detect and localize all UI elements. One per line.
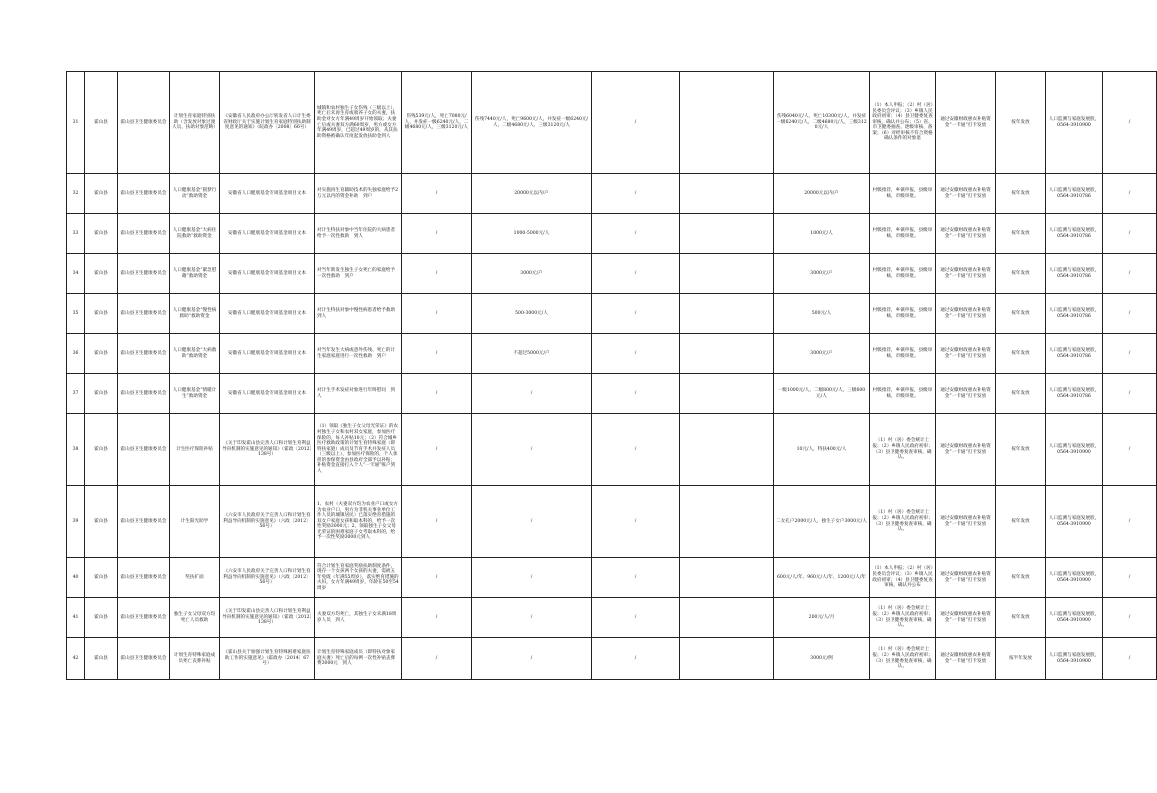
cell-department: 霍山县卫生健康委员会 bbox=[118, 72, 170, 174]
cell-seq: 32 bbox=[67, 174, 85, 214]
cell-department: 霍山县卫生健康委员会 bbox=[118, 214, 170, 254]
cell-contact: 人口监测与家庭发展股，0564-3910786 bbox=[1046, 374, 1103, 414]
table-row bbox=[67, 558, 1157, 598]
cell-payment-method: 通过安徽财政惠农补贴资金“一卡通”打卡发放 bbox=[936, 174, 996, 214]
cell-amount-e: 200元/人/月 bbox=[774, 598, 870, 638]
cell-policy-basis: 安徽省人口健康基金专项基金项目文本 bbox=[220, 294, 315, 334]
cell-amount-c: / bbox=[592, 414, 680, 486]
cell-standard-content: 对当年发生大病或意外伤残、死亡的计生家庭家庭进行一次性救助 到户 bbox=[315, 334, 402, 374]
table-row bbox=[67, 294, 1157, 334]
cell-contact: 人口监测与家庭发展股，0564-3910786 bbox=[1046, 254, 1103, 294]
cell-amount-d bbox=[680, 374, 774, 414]
cell-amount-b: 1000-5000元/人 bbox=[472, 214, 592, 254]
cell-policy-basis: 安徽省人口健康基金专项基金项目文本 bbox=[220, 374, 315, 414]
cell-amount-b: / bbox=[472, 486, 592, 558]
cell-county: 霍山县 bbox=[85, 72, 118, 174]
cell-amount-e: 一级1000元/人，二级800元/人，三级600元/人 bbox=[774, 374, 870, 414]
cell-amount-e: 10元/人，特扶400元/人 bbox=[774, 414, 870, 486]
cell-amount-c: / bbox=[592, 294, 680, 334]
cell-amount-e: 二女孔户2000元/人，独生子女户3000元/人 bbox=[774, 486, 870, 558]
cell-seq: 35 bbox=[67, 294, 85, 334]
cell-amount-a: / bbox=[402, 638, 472, 680]
cell-frequency: 按年发放 bbox=[996, 214, 1046, 254]
table-row bbox=[67, 598, 1157, 638]
cell-department: 霍山县卫生健康委员会 bbox=[118, 334, 170, 374]
cell-payment-method: 通过安徽财政惠农补贴资金“一卡通”打卡发放 bbox=[936, 558, 996, 598]
cell-project-name: 人口健康基金“大病住院救助”救助资金 bbox=[170, 214, 220, 254]
cell-department: 霍山县卫生健康委员会 bbox=[118, 374, 170, 414]
cell-process: （1）村（居）委会统计上报；（2）乡镇人民政府初审；（3）县卫健委复查审核，确认。 bbox=[870, 638, 936, 680]
cell-amount-a: 伤残539元/人，死亡7080元/人，并发症一级6240元/人，二级4680元/人，三级3120元/人 bbox=[402, 72, 472, 174]
cell-payment-method: 通过安徽财政惠农补贴资金“一卡通”打卡发放 bbox=[936, 72, 996, 174]
cell-policy-basis: 安徽省人口健康基金专项基金项目文本 bbox=[220, 334, 315, 374]
cell-remark: / bbox=[1103, 294, 1157, 334]
cell-standard-content: 对计生特扶对象中慢性病患者给予救助 到人 bbox=[315, 294, 402, 334]
cell-amount-b: 500-3000元/人 bbox=[472, 294, 592, 334]
cell-contact: 人口监测与家庭发展股，0564-3910900 bbox=[1046, 72, 1103, 174]
cell-county: 霍山县 bbox=[85, 254, 118, 294]
cell-amount-b: / bbox=[472, 598, 592, 638]
cell-policy-basis: 《六安市人民政府关于完善人口和计划生育利益导向机制的实施意见》（六政〔2012〕56号） bbox=[220, 486, 315, 558]
cell-frequency: 按半年发放 bbox=[996, 638, 1046, 680]
cell-amount-a: / bbox=[402, 254, 472, 294]
cell-amount-a: / bbox=[402, 558, 472, 598]
cell-project-name: 人口健康基金“情暖计生”救助资金 bbox=[170, 374, 220, 414]
cell-department: 霍山县卫生健康委员会 bbox=[118, 598, 170, 638]
cell-process: 村级推荐，乡镇申报，县级审核，市级审批。 bbox=[870, 374, 936, 414]
cell-contact: 人口监测与家庭发展股，0564-3910900 bbox=[1046, 598, 1103, 638]
cell-process: （1）村（居）委会统计上报；（2）乡镇人民政府初审；（3）县卫健委复查审核，确认。 bbox=[870, 598, 936, 638]
cell-amount-d bbox=[680, 334, 774, 374]
cell-contact: 人口监测与家庭发展股，0564-3910786 bbox=[1046, 214, 1103, 254]
cell-policy-basis: 安徽省人口健康基金专项基金项目文本 bbox=[220, 174, 315, 214]
cell-project-name: 独生子女父母双方均死亡人员救助 bbox=[170, 598, 220, 638]
cell-process: 村级推荐，乡镇申报，县级审核，市级审批。 bbox=[870, 254, 936, 294]
cell-amount-e: 3000元/户 bbox=[774, 254, 870, 294]
cell-standard-content: 对计生手术发症对象进行年终慰问 到人 bbox=[315, 374, 402, 414]
cell-seq: 38 bbox=[67, 414, 85, 486]
cell-amount-e: 1000元/人 bbox=[774, 214, 870, 254]
cell-payment-method: 通过安徽财政惠农补贴资金“一卡通”打卡发放 bbox=[936, 214, 996, 254]
cell-department: 霍山县卫生健康委员会 bbox=[118, 174, 170, 214]
cell-payment-method: 通过安徽财政惠农补贴资金“一卡通”打卡发放 bbox=[936, 334, 996, 374]
cell-seq: 40 bbox=[67, 558, 85, 598]
cell-project-name: 人口健康基金“圆梦行动”救助资金 bbox=[170, 174, 220, 214]
cell-amount-a: / bbox=[402, 374, 472, 414]
cell-county: 霍山县 bbox=[85, 638, 118, 680]
cell-amount-a: / bbox=[402, 214, 472, 254]
cell-remark: / bbox=[1103, 414, 1157, 486]
cell-amount-d bbox=[680, 214, 774, 254]
cell-county: 霍山县 bbox=[85, 414, 118, 486]
cell-amount-a: / bbox=[402, 598, 472, 638]
cell-process: 村级推荐，乡镇申报，县级审核，市级审批。 bbox=[870, 294, 936, 334]
cell-frequency: 按年发放 bbox=[996, 558, 1046, 598]
cell-project-name: 计划生育特殊家庭成员死亡丧葬补贴 bbox=[170, 638, 220, 680]
cell-process: 村级推荐，乡镇申报，县级审核，市级审批。 bbox=[870, 334, 936, 374]
table-row bbox=[67, 638, 1157, 680]
cell-frequency: 按年发放 bbox=[996, 254, 1046, 294]
cell-policy-basis: 《关于印发霍山县完善人口和计划生育利益导向机制的实施意见的通知》（霍政〔2012〕138号） bbox=[220, 598, 315, 638]
cell-contact: 人口监测与家庭发展股，0564-3910786 bbox=[1046, 294, 1103, 334]
cell-policy-basis: 《安徽省人民政府办公厅转发省人口计生委省财政厅关于实施计划生育家庭特别扶助制度意见的通知》（皖政办〔2008〕66号） bbox=[220, 72, 315, 174]
cell-project-name: 人口健康基金“大病救助”救助资金 bbox=[170, 334, 220, 374]
cell-project-name: 计生阳光助学 bbox=[170, 486, 220, 558]
cell-department: 霍山县卫生健康委员会 bbox=[118, 254, 170, 294]
cell-amount-b: 3000元/户 bbox=[472, 254, 592, 294]
cell-payment-method: 通过安徽财政惠农补贴资金“一卡通”打卡发放 bbox=[936, 254, 996, 294]
cell-frequency: 按年发放 bbox=[996, 72, 1046, 174]
cell-contact: 人口监测与家庭发展股，0564-3910900 bbox=[1046, 558, 1103, 598]
cell-remark: / bbox=[1103, 174, 1157, 214]
cell-policy-basis: 《关于印发霍山县完善人口和计划生育利益导向机制的实施意见的通知》（霍政〔2012〕138号） bbox=[220, 414, 315, 486]
cell-amount-c: / bbox=[592, 334, 680, 374]
cell-policy-basis: 《霍山县关于加强计划生育特殊困难家庭扶助工作的实施意见》（霍政办〔2014〕67号） bbox=[220, 638, 315, 680]
cell-amount-c: / bbox=[592, 558, 680, 598]
cell-amount-d bbox=[680, 638, 774, 680]
cell-amount-a: / bbox=[402, 294, 472, 334]
cell-amount-b: / bbox=[472, 374, 592, 414]
cell-seq: 34 bbox=[67, 254, 85, 294]
cell-amount-d bbox=[680, 414, 774, 486]
table-row bbox=[67, 174, 1157, 214]
cell-seq: 33 bbox=[67, 214, 85, 254]
cell-amount-c: / bbox=[592, 374, 680, 414]
cell-contact: 人口监测与家庭发展股，0564-3910786 bbox=[1046, 174, 1103, 214]
cell-process: 村级推荐，乡镇申报，县级审核，市级审批。 bbox=[870, 214, 936, 254]
cell-remark: / bbox=[1103, 72, 1157, 174]
cell-project-name: 奖扶扩面 bbox=[170, 558, 220, 598]
cell-department: 霍山县卫生健康委员会 bbox=[118, 294, 170, 334]
cell-amount-a: / bbox=[402, 414, 472, 486]
cell-amount-e: 500元/人 bbox=[774, 294, 870, 334]
cell-county: 霍山县 bbox=[85, 294, 118, 334]
cell-amount-a: / bbox=[402, 486, 472, 558]
cell-contact: 人口监测与家庭发展股，0564-3910900 bbox=[1046, 486, 1103, 558]
cell-amount-b: / bbox=[472, 558, 592, 598]
cell-county: 霍山县 bbox=[85, 486, 118, 558]
cell-payment-method: 通过安徽财政惠农补贴资金“一卡通”打卡发放 bbox=[936, 294, 996, 334]
cell-amount-d bbox=[680, 558, 774, 598]
cell-standard-content: 符合计划生育家庭奖励扶助制度条件，现存一个女孩两个女孩的夫妻，需被五年免既（年满55周岁），落实绝育措施的夫妇，女方年满49周岁，年龄在50至54周岁 bbox=[315, 558, 402, 598]
cell-county: 霍山县 bbox=[85, 214, 118, 254]
table-row bbox=[67, 414, 1157, 486]
cell-seq: 36 bbox=[67, 334, 85, 374]
cell-amount-d bbox=[680, 72, 774, 174]
cell-amount-b: 不超过5000元/户 bbox=[472, 334, 592, 374]
cell-payment-method: 通过安徽财政惠农补贴资金“一卡通”打卡发放 bbox=[936, 598, 996, 638]
cell-seq: 41 bbox=[67, 598, 85, 638]
cell-amount-b: 20000元以内/户 bbox=[472, 174, 592, 214]
cell-county: 霍山县 bbox=[85, 558, 118, 598]
cell-standard-content: 对计生特扶对象中当年住院的大病患者给予一次性救助 到人 bbox=[315, 214, 402, 254]
cell-remark: / bbox=[1103, 334, 1157, 374]
cell-frequency: 按年发放 bbox=[996, 414, 1046, 486]
cell-standard-content: 夫妻双方均死亡，其独生子女未满18周岁人员 到人 bbox=[315, 598, 402, 638]
table-row bbox=[67, 374, 1157, 414]
cell-county: 霍山县 bbox=[85, 374, 118, 414]
cell-remark: / bbox=[1103, 598, 1157, 638]
cell-amount-d bbox=[680, 486, 774, 558]
cell-process: 村级推荐，乡镇申报，县级审核，市级审批。 bbox=[870, 174, 936, 214]
cell-standard-content: 城镇和农村独生子女伤残（三级以上），死亡后未再生育或收养子女的夫妻，扶助金对女方年满49周岁开始领取；夫妻亡后或夫妻双方满60周岁，男方或女方年满49周岁，已超过49周岁的，从其扶助资格被确认年度起发放扶助金到人 bbox=[315, 72, 402, 174]
cell-frequency: 按年发放 bbox=[996, 374, 1046, 414]
cell-standard-content: 对实施再生育辅助技术的失独家庭给予2万元以内的资金补助 到户 bbox=[315, 174, 402, 214]
cell-payment-method: 通过安徽财政惠农补贴资金“一卡通”打卡发放 bbox=[936, 638, 996, 680]
cell-amount-d bbox=[680, 174, 774, 214]
table-row bbox=[67, 486, 1157, 558]
cell-remark: / bbox=[1103, 374, 1157, 414]
cell-amount-b: 伤残7440元/人，死亡9600元/人，并发症一级6240元/人，二级4680元/人，三级3120元/人 bbox=[472, 72, 592, 174]
cell-amount-e: 伤残6040元/人，死亡10300元/人，并发症一级6240元/人，二级4680元/人，三级3120元/人 bbox=[774, 72, 870, 174]
cell-payment-method: 通过安徽财政惠农补贴资金“一卡通”打卡发放 bbox=[936, 414, 996, 486]
cell-process: （1）村（居）委会统计上报；（2）乡镇人民政府初审；（3）县卫健委复查审核，确认。 bbox=[870, 486, 936, 558]
cell-frequency: 按年发放 bbox=[996, 598, 1046, 638]
cell-payment-method: 通过安徽财政惠农补贴资金“一卡通”打卡发放 bbox=[936, 374, 996, 414]
cell-county: 霍山县 bbox=[85, 334, 118, 374]
cell-policy-basis: 安徽省人口健康基金专项基金项目文本 bbox=[220, 254, 315, 294]
cell-policy-basis: 《六安市人民政府关于完善人口和计划生育利益导向机制的实施意见》（六政〔2012〕56号） bbox=[220, 558, 315, 598]
cell-amount-c: / bbox=[592, 638, 680, 680]
cell-amount-a: / bbox=[402, 334, 472, 374]
cell-seq: 39 bbox=[67, 486, 85, 558]
cell-project-name: 计划生育家庭特别扶助（含发放对象过渡人员、扶助对象范畴） bbox=[170, 72, 220, 174]
cell-department: 霍山县卫生健康委员会 bbox=[118, 486, 170, 558]
cell-remark: / bbox=[1103, 254, 1157, 294]
cell-standard-content: 对当年新发生独生子女死亡的家庭给予一次性救助 到户 bbox=[315, 254, 402, 294]
cell-amount-e: 3000元/户 bbox=[774, 334, 870, 374]
cell-amount-e: 20000元以内/户 bbox=[774, 174, 870, 214]
cell-standard-content: 计划生育特殊家庭成员（即特扶对象家庭夫妻）死亡后的每例一次性补贴丧葬费3000元 到人 bbox=[315, 638, 402, 680]
cell-amount-b: / bbox=[472, 638, 592, 680]
cell-remark: / bbox=[1103, 558, 1157, 598]
cell-process: （1）本人申报；（2）村（居）民委员会评议；（3）乡镇人民政府初审；（4）县卫健委复查审核，确认并公布；（5）省、市卫健委抽查、逐级审核、备案；（6）对经审核不符合资格确认条件的对象退 bbox=[870, 72, 936, 174]
cell-contact: 人口监测与家庭发展股，0564-3910900 bbox=[1046, 414, 1103, 486]
cell-process: （1）本人申报；（2）村（居）民委员会评议；（3）乡镇人民政府初审；（4）县卫健委复查审核，确认并公布 bbox=[870, 558, 936, 598]
cell-amount-c: / bbox=[592, 174, 680, 214]
table-row bbox=[67, 214, 1157, 254]
cell-department: 霍山县卫生健康委员会 bbox=[118, 638, 170, 680]
cell-amount-d bbox=[680, 598, 774, 638]
cell-amount-c: / bbox=[592, 214, 680, 254]
cell-project-name: 人口健康基金“慢性病救助”救助资金 bbox=[170, 294, 220, 334]
cell-amount-c: / bbox=[592, 598, 680, 638]
cell-frequency: 按年发放 bbox=[996, 294, 1046, 334]
cell-amount-e: 600元/人/年、960元/人/年、1200元/人/年 bbox=[774, 558, 870, 598]
cell-remark: / bbox=[1103, 638, 1157, 680]
cell-county: 霍山县 bbox=[85, 598, 118, 638]
cell-contact: 人口监测与家庭发展股，0564-3910900 bbox=[1046, 638, 1103, 680]
cell-payment-method: 通过安徽财政惠农补贴资金“一卡通”打卡发放 bbox=[936, 486, 996, 558]
subsidy-table bbox=[66, 71, 1157, 680]
cell-seq: 37 bbox=[67, 374, 85, 414]
table-row bbox=[67, 254, 1157, 294]
cell-amount-c: / bbox=[592, 254, 680, 294]
cell-department: 霍山县卫生健康委员会 bbox=[118, 414, 170, 486]
cell-frequency: 按年发放 bbox=[996, 174, 1046, 214]
cell-project-name: 计生医疗保险补贴 bbox=[170, 414, 220, 486]
cell-project-name: 人口健康基金“紧急慰藉”救助资金 bbox=[170, 254, 220, 294]
cell-frequency: 按年发放 bbox=[996, 334, 1046, 374]
cell-amount-c: / bbox=[592, 486, 680, 558]
cell-county: 霍山县 bbox=[85, 174, 118, 214]
cell-remark: / bbox=[1103, 214, 1157, 254]
table-row bbox=[67, 72, 1157, 174]
cell-seq: 42 bbox=[67, 638, 85, 680]
cell-amount-b: / bbox=[472, 414, 592, 486]
cell-amount-c: / bbox=[592, 72, 680, 174]
cell-process: （1）村（居）委会统计上报；（2）乡镇人民政府初审；（3）县卫健委复查审核，确认。 bbox=[870, 414, 936, 486]
cell-standard-content: 1、农村（夫妻双方均为农业户口或女方为农业户口，男方为非机关事业单位工作人员的城镇居民）已落实绝育措施的双女户家庭女孩和取本科的，给予一次性奖励3000元；2、领取独生子女父母光荣证的困难家庭子女考取本科的，给予一次性奖励3000元到人 bbox=[315, 486, 402, 558]
cell-seq: 31 bbox=[67, 72, 85, 174]
cell-department: 霍山县卫生健康委员会 bbox=[118, 558, 170, 598]
cell-frequency: 按年发放 bbox=[996, 486, 1046, 558]
cell-policy-basis: 安徽省人口健康基金专项基金项目文本 bbox=[220, 214, 315, 254]
cell-amount-a: / bbox=[402, 174, 472, 214]
cell-amount-d bbox=[680, 254, 774, 294]
cell-contact: 人口监测与家庭发展股，0564-3910786 bbox=[1046, 334, 1103, 374]
cell-amount-e: 3000元/例 bbox=[774, 638, 870, 680]
table-row bbox=[67, 334, 1157, 374]
cell-amount-d bbox=[680, 294, 774, 334]
cell-standard-content: （1）领取《独生子女父母光荣证》的农村独生子女和农村双女家庭，参加医疗保险的，每人补贴10元；（2）符合城乡医疗救助政策的计划生育特殊家庭（即特扶家庭）成员及节育手术并发症人员（三级以上），参加医疗保险的，个人承担的参保资金由县政府全部予以补贴；补贴资金直接打入个人“一卡通”账户到人 bbox=[315, 414, 402, 486]
cell-remark: / bbox=[1103, 486, 1157, 558]
